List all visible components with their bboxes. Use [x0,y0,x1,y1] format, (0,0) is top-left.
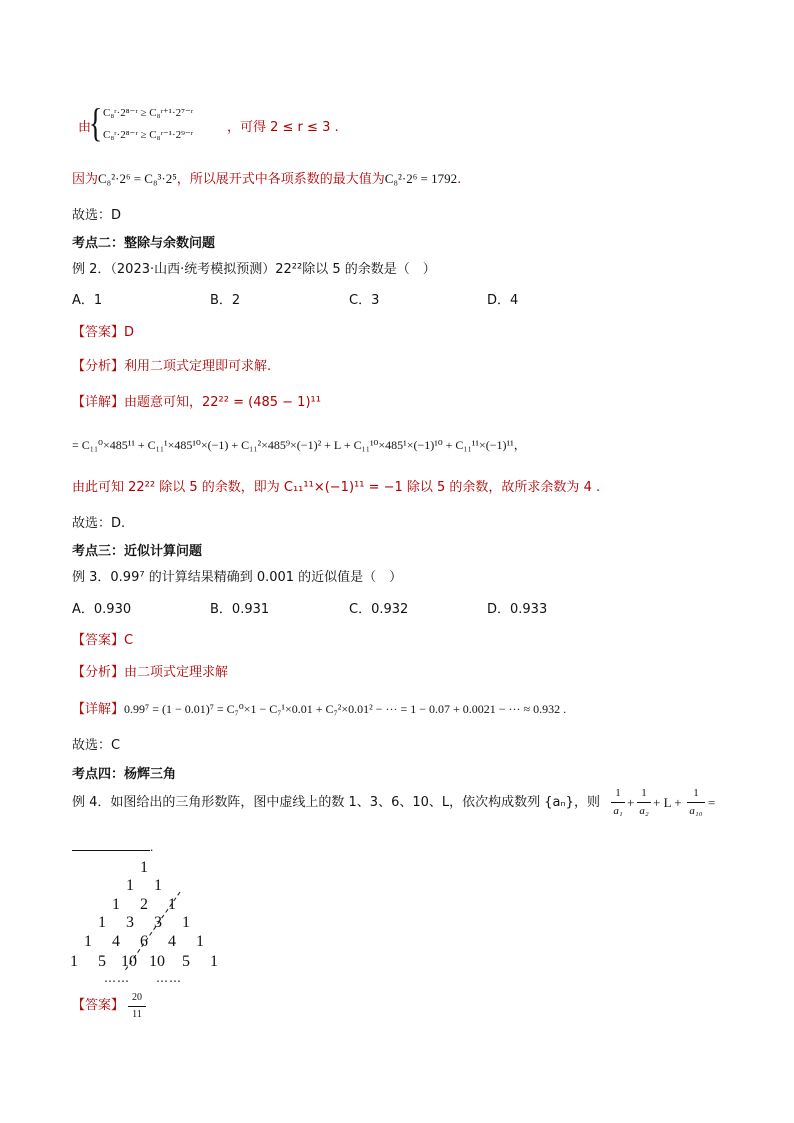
example-4-answer-tag: 【答案】 [72,998,125,1013]
answer-value: D [124,325,135,340]
detail-tag: 【详解】 [72,702,125,717]
frac-2-num: 1 [641,787,647,799]
triangle-number: 3 [126,914,134,931]
triangle-number: 1 [70,953,78,970]
dashed-diagonal [118,888,188,978]
sys-brace: { [88,100,103,145]
detail-tag: 【详解】 [72,395,125,410]
triangle-number: 1 [98,914,106,931]
example-2-expansion: = C₁₁⁰×485¹¹ + C₁₁¹×485¹⁰×(−1) + C₁₁²×485⁹×(−1)² + L + C₁₁¹⁰×485¹×(−1)¹⁰ + C₁₁¹¹×(−1)¹¹， [72,438,526,452]
answer-choice-3: 故选：C [72,738,121,753]
example-2-option-c: C．3 [349,293,380,308]
text-fragment: . [457,172,462,187]
key-point-3: 考点三：近似计算问题 [72,544,203,559]
detail-text: 0.99⁷ = (1 − 0.01)⁷ = C₇⁰×1 − C₇¹×0.01 + C₇²×0.01² − ··· = 1 − 0.07 + 0.0021 − ··· ≈ 0.932 . [124,702,567,716]
math-fragment: C₈²·2⁶ = 1792 [384,171,458,186]
math-fragment: C₈²·2⁶ = C₈³·2⁵ [98,171,177,186]
triangle-number: 1 [126,877,134,894]
triangle-dots-left: …… [104,971,130,985]
answer-text: 故选：D [72,208,122,223]
example-2-option-b: B．2 [210,293,241,308]
example-4-answer-bar [128,1006,146,1007]
triangle-number: 5 [98,953,106,970]
analysis-tag: 【分析】 [72,665,125,680]
triangle-number: 1 [140,859,148,876]
answer-choice-1 [72,209,121,222]
frac-1-bar [611,802,625,803]
example-2-analysis [72,360,271,373]
frac-2-bar [637,802,651,803]
triangle-number: 3 [154,914,162,931]
example-3-option-c: C．0.932 [349,602,409,617]
key-point-2: 考点二：整除与余数问题 [72,236,216,251]
triangle-number: 5 [182,953,190,970]
triangle-number: 1 [112,896,120,913]
example-2-answer [72,326,134,339]
triangle-number: 1 [154,877,162,894]
answer-choice-2: 故选：D. [72,516,126,531]
sys-prefix: 由 [78,120,92,135]
example-4-question: 例 4．如图给出的三角形数阵，图中虚线上的数 1、3、6、10、L，依次构成数列 {aₙ}，则 [72,795,600,810]
equals-sign: = [708,795,716,810]
analysis-text: 由二项式定理求解 [124,665,229,680]
sys-row-1: C₈ʳ·2⁸⁻ʳ ≥ C₈ʳ⁺¹·2⁷⁻ʳ [103,107,194,119]
example-3-option-b: B．0.931 [210,602,270,617]
answer-blank-end: . [150,839,154,854]
detail-text: 由题意可知，22²² = (485 − 1)¹¹ [124,395,321,410]
ellipsis-term: + L + [653,795,682,810]
example-2-conclusion: 由此可知 22²² 除以 5 的余数，即为 C₁₁¹¹×(−1)¹¹ = −1 除以 5 的余数，故所求余数为 4 . [72,480,601,495]
example-2-option-a: A．1 [72,293,103,308]
triangle-number: 4 [168,933,176,950]
example-2-detail [72,396,321,409]
triangle-number: 2 [140,896,148,913]
analysis-text: 利用二项式定理即可求解. [124,359,272,374]
sys-row-2: C₈ʳ·2⁸⁻ʳ ≥ C₈ʳ⁻¹·2⁹⁻ʳ [103,129,194,141]
key-point-4: 考点四：杨辉三角 [72,767,177,782]
example-3-option-d: D．0.933 [487,602,548,617]
answer-blank [72,850,150,851]
example-3-option-a: A．0.930 [72,602,132,617]
analysis-tag: 【分析】 [72,359,125,374]
triangle-number: 1 [84,933,92,950]
example-3-answer [72,634,133,647]
answer-tag: 【答案】 [72,325,125,340]
sys-suffix: ，可得 2 ≤ r ≤ 3 . [227,120,339,135]
answer-value: C [124,633,134,648]
example-2-question: 例 2．（2023·山西·统考模拟预测）22²²除以 5 的余数是（ ） [72,262,436,277]
triangle-number: 10 [121,953,137,970]
frac-1-num: 1 [615,787,621,799]
example-3-detail [72,703,566,716]
example-4-answer-den: 11 [132,1009,142,1020]
triangle-number: 6 [140,933,148,950]
plus-sign-1: + [627,795,635,810]
frac-1-den: a₁ [613,805,623,817]
triangle-number: 1 [168,896,176,913]
frac-3-num: 1 [693,787,699,799]
frac-2-den: a₂ [639,805,649,817]
triangle-number: 4 [112,933,120,950]
text-fragment: 因为 [72,172,99,187]
triangle-dots-right: …… [156,971,182,985]
example-4-answer-num: 20 [132,992,142,1003]
triangle-number: 1 [210,953,218,970]
example-3-analysis [72,666,228,679]
answer-tag: 【答案】 [72,633,125,648]
frac-3-den: a₁₀ [689,805,703,817]
example-3-question: 例 3．0.99⁷ 的计算结果精确到 0.001 的近似值是（ ） [72,570,403,585]
triangle-number: 1 [196,933,204,950]
triangle-number: 1 [182,914,190,931]
frac-3-bar [687,802,705,803]
max-coef-line [72,172,461,186]
triangle-number: 10 [149,953,165,970]
example-2-option-d: D．4 [487,293,519,308]
text-fragment: ，所以展开式中各项系数的最大值为 [176,172,385,187]
